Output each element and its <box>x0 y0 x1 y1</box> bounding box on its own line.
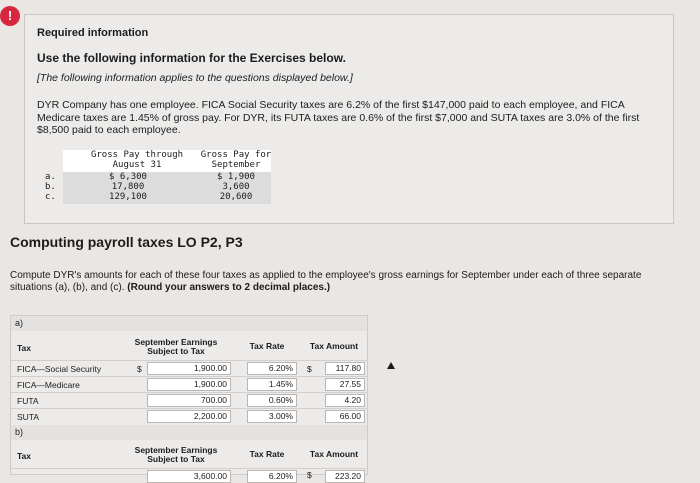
row-label: b. <box>45 182 56 192</box>
amount-input[interactable]: 4.20 <box>325 394 365 407</box>
grid-header-a <box>11 334 367 360</box>
header-tax: Tax <box>17 343 32 353</box>
info-note: [The following information applies to the questions displayed below.] <box>37 72 353 84</box>
gross-pay-table-body <box>45 172 271 204</box>
header-rate: Tax Rate <box>249 449 285 459</box>
grid-header-b <box>11 442 367 468</box>
rate-input[interactable]: 6.20% <box>247 362 297 375</box>
payroll-tax-grid <box>10 315 368 481</box>
header-amount: Tax Amount <box>309 341 359 351</box>
info-title: Required information <box>37 27 149 39</box>
cell-september: $ 1,900 <box>217 172 255 182</box>
tax-name: FICA—Medicare <box>17 380 80 390</box>
info-body: DYR Company has one employee. FICA Social Security taxes are 6.2% of the first $147,000 paid to each employee, and FICA Medicare taxes are 1.45% of gross pay. For DYR, its FUTA taxes are 0.6% of the first $7,000 and SUTA taxes are 3.0% of the first $8,500 paid to each employee. <box>37 99 640 136</box>
earnings-input[interactable]: 3,600.00 <box>147 470 231 483</box>
amount-input[interactable]: 27.55 <box>325 378 365 391</box>
header-september-line2: September <box>211 160 261 170</box>
instructions-rounding: (Round your answers to 2 decimal places.) <box>127 282 331 293</box>
rate-input[interactable]: 3.00% <box>247 410 297 423</box>
cell-september: 20,600 <box>219 192 253 202</box>
earnings-input[interactable]: 700.00 <box>147 394 231 407</box>
amount-input[interactable]: 66.00 <box>325 410 365 423</box>
dollar-sign: $ <box>137 364 142 374</box>
header-through-line1: Gross Pay through <box>90 150 184 160</box>
cell-through-aug: 17,800 <box>111 182 145 192</box>
info-heading: Use the following information for the Exercises below. <box>37 51 346 65</box>
earnings-input[interactable]: 1,900.00 <box>147 378 231 391</box>
cell-through-aug: $ 6,300 <box>109 172 147 182</box>
dollar-sign: $ <box>307 470 312 480</box>
header-through-line2: August 31 <box>112 160 162 170</box>
rate-input[interactable]: 0.60% <box>247 394 297 407</box>
instructions-text: Compute DYR's amounts for each of these four taxes as applied to the employee's gross earnings for September under each of three separate situations (a), (b), and (c). <box>10 270 642 293</box>
header-earnings-line1: September Earnings <box>134 445 218 455</box>
gross-pay-table-header <box>63 150 271 172</box>
header-september-line1: Gross Pay for <box>200 150 272 160</box>
rate-input[interactable]: 6.20% <box>247 470 297 483</box>
tax-name: FICA—Social Security <box>17 364 102 374</box>
tax-name: FUTA <box>17 396 39 406</box>
section-title: Computing payroll taxes LO P2, P3 <box>10 234 243 250</box>
earnings-input[interactable]: 2,200.00 <box>147 410 231 423</box>
earnings-input[interactable]: 1,900.00 <box>147 362 231 375</box>
row-suta <box>11 408 367 424</box>
required-information-panel <box>24 14 674 224</box>
header-earnings-line2: Subject to Tax <box>147 454 205 464</box>
amount-input[interactable]: 117.80 <box>325 362 365 375</box>
instructions <box>10 270 670 294</box>
row-label: c. <box>45 192 56 202</box>
mouse-cursor-icon <box>387 362 395 369</box>
part-b-label: b) <box>11 425 367 440</box>
header-rate: Tax Rate <box>249 341 285 351</box>
header-amount: Tax Amount <box>309 449 359 459</box>
exclamation-icon: ! <box>0 6 20 26</box>
rate-input[interactable]: 1.45% <box>247 378 297 391</box>
row-futa <box>11 392 367 408</box>
cell-september: 3,600 <box>222 182 250 192</box>
part-a-label: a) <box>11 316 367 331</box>
row-label: a. <box>45 172 56 182</box>
header-earnings-line1: September Earnings <box>134 337 218 347</box>
row-fica-ss <box>11 360 367 376</box>
row-fica-medicare <box>11 376 367 392</box>
header-earnings-line2: Subject to Tax <box>147 346 205 356</box>
cell-through-aug: 129,100 <box>109 192 147 202</box>
dollar-sign: $ <box>307 364 312 374</box>
tax-name: SUTA <box>17 412 40 422</box>
row-b-partial <box>11 468 367 481</box>
header-tax: Tax <box>17 451 32 461</box>
amount-input[interactable]: 223.20 <box>325 470 365 483</box>
